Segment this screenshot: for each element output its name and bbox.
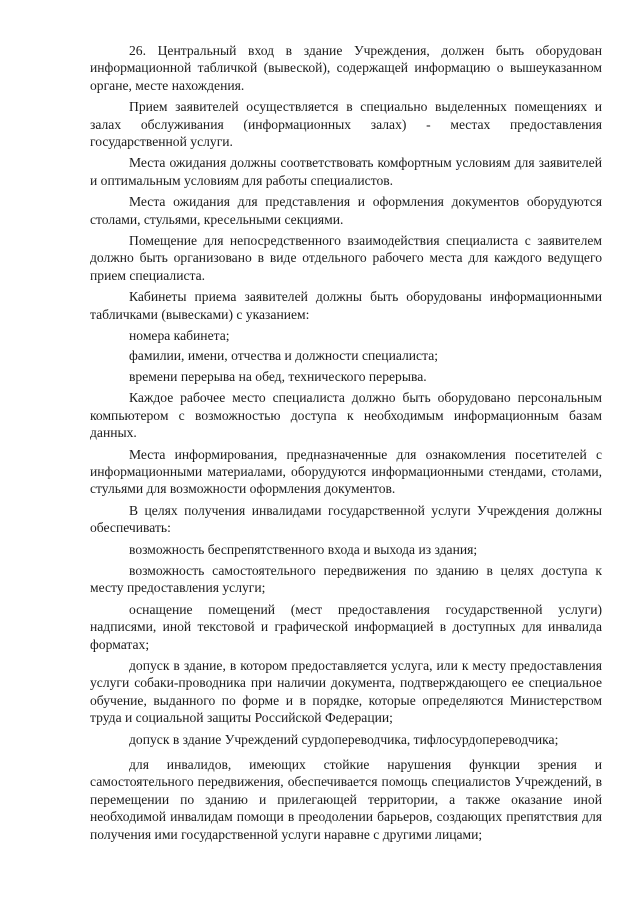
paragraph-office-signs: Кабинеты приема заявителей должны быть оборудованы информационными табличками (вывесками) с указанием: — [90, 289, 602, 322]
paragraph-waiting-areas: Места ожидания должны соответствовать комфортным условиям для заявителей и оптимальным условиям для работы специалистов. — [90, 155, 602, 188]
paragraph-disabled-access: В целях получения инвалидами государственной услуги Учреждения должны обеспечивать: — [90, 502, 602, 536]
list-item-signage: оснащение помещений (мест предоставления государственной услуги) надписями, иной текстовой и графической информацией в доступных для инвалида форматах; — [90, 601, 602, 652]
paragraph-workplace: Помещение для непосредственного взаимодействия специалиста с заявителем должно быть организовано в виде отдельного рабочего места для каждого ведущего прием специалиста. — [90, 233, 602, 283]
paragraph-reception: Прием заявителей осуществляется в специально выделенных помещениях и залах обслуживания (информационных залах) - местах предоставления государственной услуги. — [90, 99, 602, 150]
paragraph-info-places: Места информирования, предназначенные для ознакомления посетителей с информационными материалами, оборудуются информационными стендами, столами, стульями для возможности оформления документов. — [90, 446, 602, 497]
list-item-guide-dog: допуск в здание, в котором предоставляется услуга, или к месту предоставления услуги собаки-проводника при наличии документа, подтверждающего ее специальное обучение, выданного по форме и в порядке, которые определяются Министерством труда и социальной защиты Российской Федерации; — [90, 658, 602, 726]
paragraph-computer: Каждое рабочее место специалиста должно быть оборудовано персональным компьютером с возможностью доступа к необходимым информационным базам данных. — [90, 390, 602, 441]
list-item-office-number: номера кабинета; — [129, 328, 230, 344]
list-item-entrance-exit: возможность беспрепятственного входа и выхода из здания; — [129, 541, 478, 557]
paragraph-waiting-equipment: Места ожидания для представления и оформления документов оборудуются столами, стульями, кресельными секциями. — [90, 194, 602, 227]
list-item-assistance: для инвалидов, имеющих стойкие нарушения функции зрения и самостоятельного передвижения, обеспечивается помощь специалистов Учреждений, в перемещении по зданию и прилегающей территории, а также оказание иной необходимой инвалидам помощи в преодолении барьеров, создающих препятствия для получения ими государственной услуги наравне с другими лицами; — [90, 757, 602, 842]
list-item-specialist-name: фамилии, имени, отчества и должности специалиста; — [129, 347, 439, 363]
list-item-break-time: времени перерыва на обед, технического перерыва. — [129, 368, 427, 384]
paragraph-entrance: 26. Центральный вход в здание Учреждения, должен быть оборудован информационной табличкой (вывеской), содержащей информацию о вышеуказанном органе, месте нахождения. — [90, 43, 602, 93]
list-item-interpreter: допуск в здание Учреждений сурдопереводчика, тифлосурдопереводчика; — [129, 731, 559, 747]
list-item-movement: возможность самостоятельного передвижения по зданию в целях доступа к месту предоставления услуги; — [90, 562, 602, 596]
